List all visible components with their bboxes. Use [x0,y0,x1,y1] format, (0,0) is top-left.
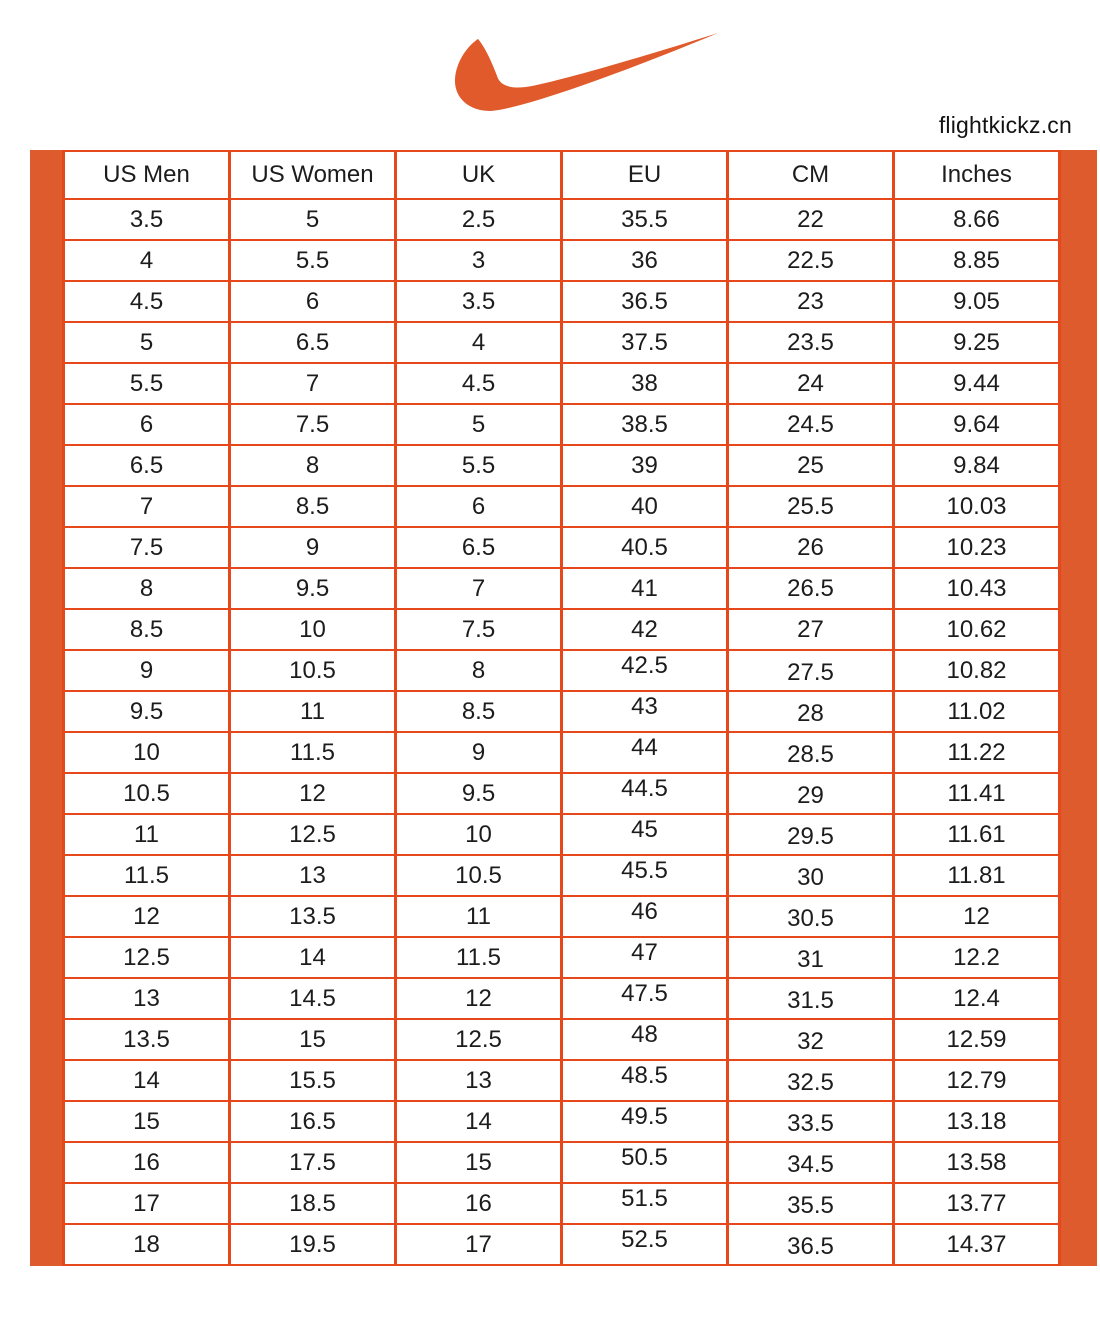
table-cell: 14 [396,1101,562,1142]
table-cell: 5 [396,404,562,445]
table-row [64,1060,1060,1101]
table-cell: 24.5 [728,404,894,445]
table-cell: 29.5 [728,814,894,855]
table-cell: 11.61 [894,814,1060,855]
table-cell: 12.2 [894,937,1060,978]
table-row [64,568,1060,609]
table-cell: 48.5 [562,1060,728,1101]
table-row [64,773,1060,814]
table-cell: 10.62 [894,609,1060,650]
table-cell: 6.5 [230,322,396,363]
table-cell: 31.5 [728,978,894,1019]
table-cell: 11 [64,814,230,855]
table-body [64,199,1060,1265]
table-cell: 7 [64,486,230,527]
table-cell: 32 [728,1019,894,1060]
table-row [64,937,1060,978]
table-cell: 11.02 [894,691,1060,732]
table-cell: 6.5 [64,445,230,486]
table-cell: 7.5 [230,404,396,445]
table-cell: 11 [230,691,396,732]
table-cell: 14.5 [230,978,396,1019]
table-cell: 51.5 [562,1183,728,1224]
table-cell: 6 [396,486,562,527]
table-cell: 33.5 [728,1101,894,1142]
table-cell: 3.5 [396,281,562,322]
table-cell: 48 [562,1019,728,1060]
table-cell: 40.5 [562,527,728,568]
nike-swoosh-icon [452,30,720,120]
table-cell: 12.79 [894,1060,1060,1101]
table-cell: 47.5 [562,978,728,1019]
table-cell: 36.5 [562,281,728,322]
table-cell: 35.5 [562,199,728,240]
table-row [64,855,1060,896]
table-cell: 44.5 [562,773,728,814]
table-cell: 4 [396,322,562,363]
table-cell: 13 [64,978,230,1019]
table-cell: 11.5 [64,855,230,896]
table-cell: 7.5 [396,609,562,650]
table-cell: 13 [396,1060,562,1101]
table-cell: 24 [728,363,894,404]
table-cell: 11.5 [230,732,396,773]
table-cell: 10 [64,732,230,773]
table-cell: 28 [728,691,894,732]
table-cell: 16 [64,1142,230,1183]
table-cell: 35.5 [728,1183,894,1224]
table-cell: 9 [64,650,230,691]
table-cell: 8.85 [894,240,1060,281]
table-cell: 14 [230,937,396,978]
table-cell: 37.5 [562,322,728,363]
nike-swoosh-hook [462,39,497,86]
table-row [64,404,1060,445]
table-cell: 23 [728,281,894,322]
table-cell: 41 [562,568,728,609]
table-cell: 12.59 [894,1019,1060,1060]
table-cell: 9.44 [894,363,1060,404]
table-cell: 16.5 [230,1101,396,1142]
table-cell: 36.5 [728,1224,894,1265]
table-cell: 4.5 [396,363,562,404]
table-row [64,1142,1060,1183]
table-row [64,486,1060,527]
table-row [64,732,1060,773]
table-cell: 3.5 [64,199,230,240]
table-cell: 12.4 [894,978,1060,1019]
table-cell: 9.25 [894,322,1060,363]
table-cell: 9.5 [230,568,396,609]
table-row [64,896,1060,937]
table-cell: 8.5 [230,486,396,527]
table-cell: 10.5 [230,650,396,691]
table-cell: 8 [230,445,396,486]
table-cell: 40 [562,486,728,527]
table-cell: 23.5 [728,322,894,363]
table-cell: 11.41 [894,773,1060,814]
table-cell: 25.5 [728,486,894,527]
table-cell: 52.5 [562,1224,728,1265]
table-cell: 38 [562,363,728,404]
table-cell: 42.5 [562,650,728,691]
table-cell: 18 [64,1224,230,1265]
table-cell: 47 [562,937,728,978]
table-row [64,609,1060,650]
table-row [64,814,1060,855]
table-cell: 15 [64,1101,230,1142]
table-cell: 17.5 [230,1142,396,1183]
table-cell: 8 [64,568,230,609]
table-cell: 12 [64,896,230,937]
table-cell: 6 [230,281,396,322]
table-cell: 14.37 [894,1224,1060,1265]
table-cell: 5 [64,322,230,363]
size-conversion-table [62,150,1061,1266]
table-cell: 5.5 [230,240,396,281]
table-cell: 13.77 [894,1183,1060,1224]
table-cell: 12.5 [64,937,230,978]
table-cell: 42 [562,609,728,650]
table-row [64,322,1060,363]
table-cell: 26 [728,527,894,568]
table-row [64,527,1060,568]
table-row [64,281,1060,322]
column-header: US Women [230,151,396,199]
table-cell: 9.5 [396,773,562,814]
table-cell: 13.5 [64,1019,230,1060]
table-cell: 30 [728,855,894,896]
table-cell: 10.82 [894,650,1060,691]
table-cell: 27.5 [728,650,894,691]
table-cell: 10.5 [64,773,230,814]
table-cell: 4 [64,240,230,281]
table-cell: 6.5 [396,527,562,568]
table-cell: 13 [230,855,396,896]
table-cell: 8.66 [894,199,1060,240]
table-cell: 7 [396,568,562,609]
table-cell: 6 [64,404,230,445]
table-cell: 5.5 [396,445,562,486]
table-cell: 36 [562,240,728,281]
table-cell: 18.5 [230,1183,396,1224]
table-cell: 10 [230,609,396,650]
table-cell: 8.5 [396,691,562,732]
watermark-text: flightkickz.cn [938,112,1072,138]
table-cell: 11.22 [894,732,1060,773]
table-cell: 49.5 [562,1101,728,1142]
column-header: Inches [894,151,1060,199]
table-row [64,363,1060,404]
table-row [64,1183,1060,1224]
table-cell: 29 [728,773,894,814]
size-chart-frame [30,150,1097,1266]
table-cell: 8.5 [64,609,230,650]
table-cell: 31 [728,937,894,978]
table-row [64,240,1060,281]
table-cell: 7.5 [64,527,230,568]
table-cell: 5 [230,199,396,240]
table-cell: 45 [562,814,728,855]
table-cell: 39 [562,445,728,486]
table-cell: 9.5 [64,691,230,732]
table-row [64,1224,1060,1265]
table-cell: 10.5 [396,855,562,896]
table-row [64,978,1060,1019]
table-cell: 13.58 [894,1142,1060,1183]
table-row [64,691,1060,732]
table-cell: 22.5 [728,240,894,281]
table-cell: 22 [728,199,894,240]
table-row [64,199,1060,240]
table-cell: 32.5 [728,1060,894,1101]
table-cell: 3 [396,240,562,281]
table-cell: 7 [230,363,396,404]
table-row [64,650,1060,691]
column-header: US Men [64,151,230,199]
table-cell: 28.5 [728,732,894,773]
table-cell: 9.84 [894,445,1060,486]
table-cell: 9 [230,527,396,568]
table-cell: 26.5 [728,568,894,609]
table-cell: 46 [562,896,728,937]
table-cell: 12.5 [396,1019,562,1060]
table-row [64,1101,1060,1142]
table-cell: 4.5 [64,281,230,322]
table-cell: 10 [396,814,562,855]
table-cell: 11.5 [396,937,562,978]
table-cell: 12.5 [230,814,396,855]
table-cell: 19.5 [230,1224,396,1265]
table-row [64,445,1060,486]
table-cell: 16 [396,1183,562,1224]
table-cell: 50.5 [562,1142,728,1183]
column-header: UK [396,151,562,199]
table-cell: 5.5 [64,363,230,404]
column-header: EU [562,151,728,199]
table-cell: 15 [230,1019,396,1060]
table-cell: 17 [396,1224,562,1265]
table-cell: 15 [396,1142,562,1183]
table-cell: 38.5 [562,404,728,445]
table-cell: 27 [728,609,894,650]
table-cell: 15.5 [230,1060,396,1101]
table-row [64,1019,1060,1060]
table-cell: 9 [396,732,562,773]
table-cell: 43 [562,691,728,732]
table-cell: 2.5 [396,199,562,240]
table-cell: 10.03 [894,486,1060,527]
table-cell: 25 [728,445,894,486]
table-cell: 11 [396,896,562,937]
table-cell: 12 [894,896,1060,937]
table-cell: 17 [64,1183,230,1224]
table-cell: 12 [396,978,562,1019]
table-cell: 45.5 [562,855,728,896]
table-header-row [64,151,1060,199]
table-cell: 8 [396,650,562,691]
table-cell: 10.43 [894,568,1060,609]
table-cell: 9.05 [894,281,1060,322]
table-cell: 44 [562,732,728,773]
table-cell: 30.5 [728,896,894,937]
table-cell: 34.5 [728,1142,894,1183]
table-cell: 12 [230,773,396,814]
table-cell: 10.23 [894,527,1060,568]
table-cell: 13.5 [230,896,396,937]
column-header: CM [728,151,894,199]
table-cell: 14 [64,1060,230,1101]
table-cell: 9.64 [894,404,1060,445]
table-cell: 13.18 [894,1101,1060,1142]
table-cell: 11.81 [894,855,1060,896]
